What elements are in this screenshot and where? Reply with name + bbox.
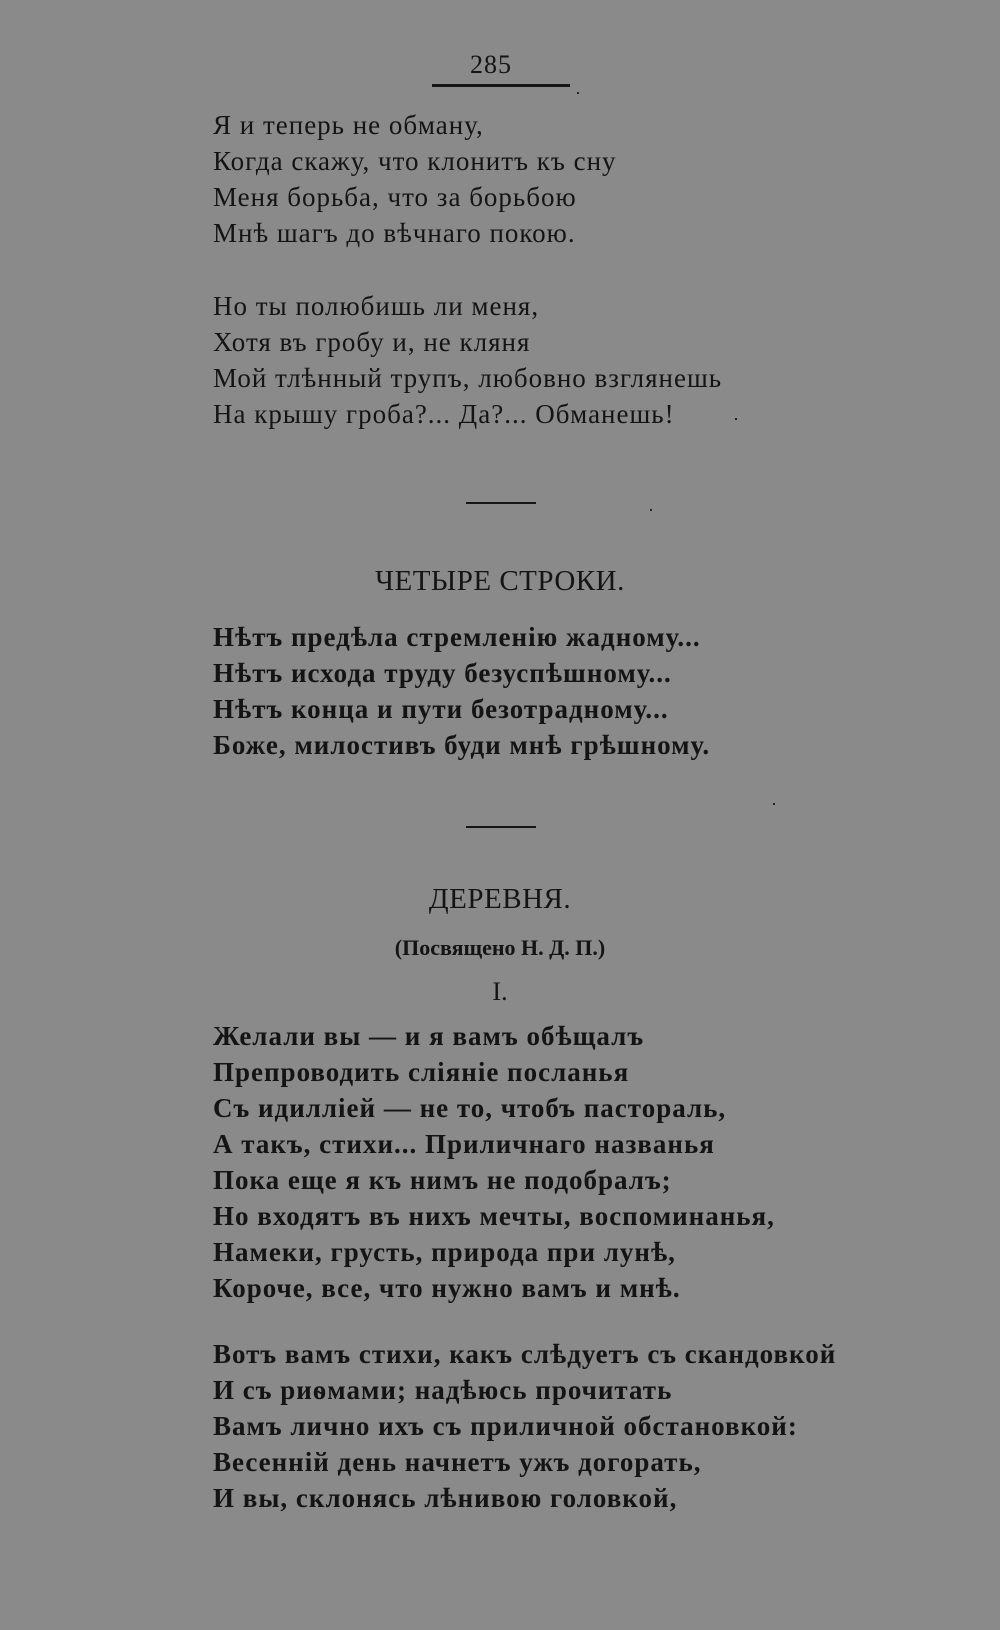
header-rule <box>432 84 570 87</box>
verse-line: Пока еще я къ нимъ не подобралъ; <box>213 1165 672 1195</box>
scan-speck <box>650 509 652 511</box>
verse-line: Вамъ лично ихъ съ приличной обстановкой: <box>213 1411 798 1441</box>
scan-speck <box>735 418 737 420</box>
poem2-lines <box>213 619 710 763</box>
verse-line: И вы, склонясь лѣнивою головкой, <box>213 1483 678 1513</box>
verse-line: Но входятъ въ нихъ мечты, воспоминанья, <box>213 1201 775 1231</box>
dedication: (Посвящено Н. Д. П.) <box>394 935 606 960</box>
scan-speck <box>773 803 775 805</box>
poem1-stanza1 <box>213 107 617 251</box>
verse-line: Съ идилліей — не то, чтобъ пастораль, <box>213 1093 727 1123</box>
verse-line: Препроводить сліяніе посланья <box>213 1057 630 1087</box>
poem1-stanza2 <box>213 288 722 432</box>
section-separator <box>466 502 536 504</box>
part-number: I. <box>492 977 508 1006</box>
scan-speck <box>577 92 579 94</box>
verse-line: Короче, все, что нужно вамъ и мнѣ. <box>213 1273 681 1303</box>
verse-line: А такъ, стихи... Приличнаго названья <box>213 1129 715 1159</box>
verse-line: Но ты полюбишь ли меня, <box>213 291 540 321</box>
verse-line: Нѣтъ исхода труду безуспѣшному... <box>213 658 672 688</box>
verse-line: Вотъ вамъ стихи, какъ слѣдуетъ съ скандовкой <box>213 1339 837 1369</box>
verse-line: И съ риѳмами; надѣюсь прочитать <box>213 1375 673 1405</box>
verse-line: Я и теперь не обману, <box>213 110 484 140</box>
verse-line: Хотя въ гробу и, не кляня <box>213 327 531 357</box>
verse-line: Меня борьба, что за борьбою <box>213 182 577 212</box>
verse-line: Нѣтъ предѣла стремленію жадному... <box>213 622 701 652</box>
verse-line: Мнѣ шагъ до вѣчнаго покою. <box>213 218 576 248</box>
poem3-stanza2 <box>213 1336 836 1516</box>
poem3-stanza1 <box>213 1018 775 1306</box>
verse-line: Нѣтъ конца и пути безотрадному... <box>213 694 669 724</box>
verse-line: Боже, милостивъ буди мнѣ грѣшному. <box>213 730 711 760</box>
verse-line: Когда скажу, что клонитъ къ сну <box>213 146 617 176</box>
poem-title: ДЕРЕВНЯ. <box>428 883 572 915</box>
verse-line: Весенній день начнетъ ужъ догорать, <box>213 1447 702 1477</box>
verse-line: На крышу гроба?... Да?... Обманешь! <box>213 399 675 429</box>
verse-line: Мой тлѣнный трупъ, любовно взглянешь <box>213 363 723 393</box>
verse-line: Желали вы — и я вамъ обѣщалъ <box>213 1021 645 1051</box>
page-number: 285 <box>470 50 512 79</box>
verse-line: Намеки, грусть, природа при лунѣ, <box>213 1237 676 1267</box>
section-separator <box>466 826 536 828</box>
poem-title: ЧЕТЫРЕ СТРОКИ. <box>375 565 625 597</box>
